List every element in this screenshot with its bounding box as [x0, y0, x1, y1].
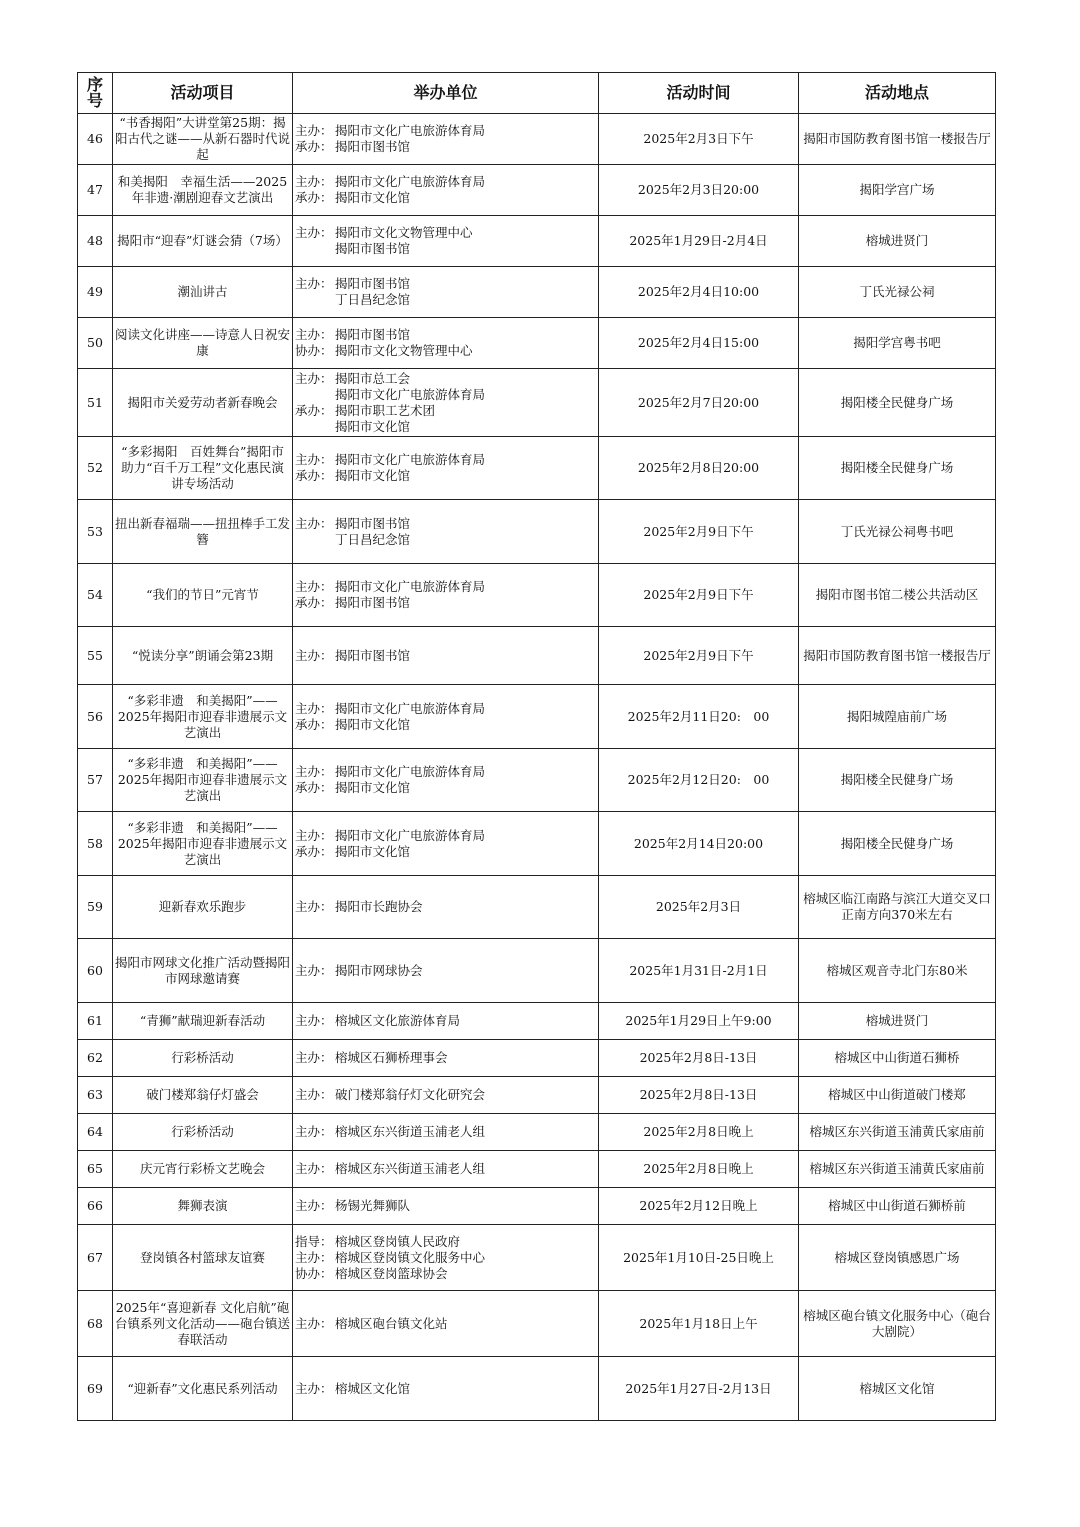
row-number: 54 — [78, 564, 113, 627]
row-number: 47 — [78, 165, 113, 216]
row-number: 63 — [78, 1077, 113, 1114]
activity-time: 2025年1月27日-2月13日 — [599, 1357, 799, 1421]
activity-name: “多彩揭阳 百姓舞台”揭阳市助力“百千万工程”文化惠民演讲专场活动 — [113, 437, 293, 500]
activity-name: 行彩桥活动 — [113, 1114, 293, 1151]
activity-time: 2025年1月31日-2月1日 — [599, 939, 799, 1003]
organizer-role: 主办： — [295, 899, 333, 914]
table-row — [78, 318, 996, 369]
activity-time: 2025年2月4日15:00 — [599, 318, 799, 369]
activity-name: “悦读分享”朗诵会第23期 — [113, 627, 293, 685]
organizer-role: 主办： — [295, 174, 333, 189]
activity-place: 揭阳城隍庙前广场 — [799, 685, 996, 749]
activity-place: 榕城区中山街道破门楼郑 — [799, 1077, 996, 1114]
row-number: 62 — [78, 1040, 113, 1077]
table-row — [78, 812, 996, 876]
activity-place: 丁氏光禄公祠粤书吧 — [799, 500, 996, 564]
organizer-role: 主办： — [295, 123, 333, 138]
activity-name: 2025年“喜迎新春 文化启航”砲台镇系列文化活动——砲台镇送春联活动 — [113, 1291, 293, 1357]
activity-place: 榕城区东兴街道玉浦黄氏家庙前 — [799, 1114, 996, 1151]
organizer-name: 揭阳市文化广电旅游体育局 — [335, 827, 486, 843]
table-row — [78, 749, 996, 812]
organizer-cell — [293, 1291, 599, 1357]
header-row — [78, 73, 996, 114]
organizer-line — [295, 844, 596, 860]
activity-time: 2025年2月3日下午 — [599, 114, 799, 165]
organizer-name: 揭阳市文化文物管理中心 — [335, 225, 473, 240]
organizer-role: 协办： — [295, 1265, 333, 1281]
organizer-line — [295, 276, 596, 292]
organizer-name: 榕城区文化馆 — [335, 1380, 411, 1396]
activity-time: 2025年1月10日-25日晚上 — [599, 1225, 799, 1291]
organizer-line — [295, 343, 596, 359]
organizer-name: 榕城区登岗篮球协会 — [335, 1265, 448, 1281]
organizer-cell — [293, 1357, 599, 1421]
organizer-role: 协办： — [295, 343, 333, 358]
organizer-line — [295, 1381, 596, 1397]
table-row — [78, 876, 996, 939]
activity-time: 2025年2月8日晚上 — [599, 1151, 799, 1188]
organizer-role: 主办： — [295, 1013, 333, 1028]
organizer-line — [295, 780, 596, 796]
organizer-name: 揭阳市图书馆 — [335, 139, 411, 154]
organizer-line — [295, 1013, 596, 1029]
activity-name: 揭阳市关爱劳动者新春晚会 — [113, 369, 293, 437]
activity-time: 2025年1月18日上午 — [599, 1291, 799, 1357]
table-row — [78, 267, 996, 318]
organizer-line — [295, 1250, 596, 1266]
organizer-name: 揭阳市文化广电旅游体育局 — [335, 579, 486, 594]
organizer-cell — [293, 749, 599, 812]
table-row — [78, 437, 996, 500]
row-number: 61 — [78, 1003, 113, 1040]
organizer-name: 揭阳市文化文物管理中心 — [335, 343, 473, 358]
table-row — [78, 216, 996, 267]
organizer-role: 承办： — [295, 780, 333, 795]
organizer-role: 主办： — [295, 764, 333, 779]
row-number: 60 — [78, 939, 113, 1003]
activity-name: “迎新春”文化惠民系列活动 — [113, 1357, 293, 1421]
activity-place: 榕城区登岗镇感恩广场 — [799, 1225, 996, 1291]
activity-place: 揭阳楼全民健身广场 — [799, 437, 996, 500]
activity-time: 2025年2月3日 — [599, 876, 799, 939]
organizer-cell — [293, 267, 599, 318]
organizer-cell — [293, 564, 599, 627]
table-row — [78, 500, 996, 564]
activity-time: 2025年2月8日-13日 — [599, 1077, 799, 1114]
organizer-role: 主办： — [295, 700, 333, 716]
activity-name: 揭阳市网球文化推广活动暨揭阳市网球邀请赛 — [113, 939, 293, 1003]
organizer-cell — [293, 114, 599, 165]
row-number: 53 — [78, 500, 113, 564]
organizer-name: 揭阳市文化广电旅游体育局 — [335, 764, 486, 779]
activity-time: 2025年2月12日20: 00 — [599, 749, 799, 812]
organizer-cell — [293, 939, 599, 1003]
organizer-name: 榕城区东兴街道玉浦老人组 — [335, 1161, 486, 1176]
activity-place: 揭阳市国防教育图书馆一楼报告厅 — [799, 627, 996, 685]
organizer-cell — [293, 1114, 599, 1151]
organizer-role: 承办： — [295, 595, 333, 610]
activity-place: 榕城区文化馆 — [799, 1357, 996, 1421]
activity-place: 榕城区观音寺北门东80米 — [799, 939, 996, 1003]
activity-time: 2025年2月8日-13日 — [599, 1040, 799, 1077]
activity-place: 揭阳市图书馆二楼公共活动区 — [799, 564, 996, 627]
organizer-line — [295, 225, 596, 241]
organizer-line — [295, 532, 596, 548]
organizer-role — [295, 292, 335, 308]
activity-place: 榕城区中山街道石狮桥前 — [799, 1188, 996, 1225]
organizer-name: 揭阳市图书馆 — [335, 647, 411, 663]
organizer-name: 揭阳市图书馆 — [335, 327, 411, 342]
row-number: 68 — [78, 1291, 113, 1357]
organizer-cell — [293, 1077, 599, 1114]
organizer-line — [295, 595, 596, 611]
organizer-line — [295, 1266, 596, 1282]
organizer-name: 榕城区文化旅游体育局 — [335, 1013, 461, 1028]
organizer-name: 揭阳市文化馆 — [335, 418, 411, 434]
activity-name: 行彩桥活动 — [113, 1040, 293, 1077]
organizer-name: 揭阳市图书馆 — [335, 241, 411, 256]
organizer-line — [295, 764, 596, 780]
organizer-line — [295, 174, 596, 190]
organizer-role: 主办： — [295, 1198, 333, 1213]
organizer-line — [295, 579, 596, 595]
activity-table — [77, 72, 996, 1421]
organizer-role: 主办： — [295, 579, 333, 594]
organizer-name: 榕城区登岗镇文化服务中心 — [335, 1249, 486, 1265]
organizer-role — [295, 241, 335, 257]
organizer-role: 主办： — [295, 452, 333, 467]
organizer-role: 主办： — [295, 1050, 333, 1065]
organizer-line — [295, 1124, 596, 1140]
organizer-role: 主办： — [295, 1380, 333, 1396]
row-number: 56 — [78, 685, 113, 749]
organizer-cell — [293, 1151, 599, 1188]
organizer-line — [295, 828, 596, 844]
table-row — [78, 1357, 996, 1421]
activity-time: 2025年2月7日20:00 — [599, 369, 799, 437]
table-body — [78, 114, 996, 1421]
organizer-role: 承办： — [295, 190, 333, 205]
activity-name: 迎新春欢乐跑步 — [113, 876, 293, 939]
organizer-name: 揭阳市文化馆 — [335, 780, 411, 795]
activity-time: 2025年2月11日20: 00 — [599, 685, 799, 749]
table-row — [78, 939, 996, 1003]
organizer-name: 揭阳市文化馆 — [335, 190, 411, 205]
activity-name: 潮汕讲古 — [113, 267, 293, 318]
organizer-role — [295, 419, 335, 435]
row-number: 64 — [78, 1114, 113, 1151]
organizer-role: 主办： — [295, 1124, 333, 1139]
organizer-line — [295, 648, 596, 664]
activity-name: 登岗镇各村篮球友谊赛 — [113, 1225, 293, 1291]
table-row — [78, 1291, 996, 1357]
organizer-name: 揭阳市文化广电旅游体育局 — [335, 174, 486, 189]
table-row — [78, 1151, 996, 1188]
organizer-role: 主办： — [295, 515, 333, 531]
row-number: 46 — [78, 114, 113, 165]
activity-name: 庆元宵行彩桥文艺晚会 — [113, 1151, 293, 1188]
organizer-name: 揭阳市职工艺术团 — [335, 402, 436, 418]
header-place: 活动地点 — [799, 73, 996, 114]
row-number: 51 — [78, 369, 113, 437]
organizer-role — [295, 532, 335, 548]
organizer-line — [295, 1050, 596, 1066]
table-row — [78, 564, 996, 627]
row-number: 67 — [78, 1225, 113, 1291]
activity-place: 揭阳楼全民健身广场 — [799, 812, 996, 876]
organizer-role: 承办： — [295, 843, 333, 859]
organizer-cell — [293, 318, 599, 369]
organizer-role: 主办： — [295, 1315, 333, 1331]
table-row — [78, 1003, 996, 1040]
activity-time: 2025年2月3日20:00 — [599, 165, 799, 216]
organizer-role: 主办： — [295, 647, 333, 663]
table-row — [78, 1114, 996, 1151]
activity-place: 榕城进贤门 — [799, 1003, 996, 1040]
organizer-cell — [293, 1040, 599, 1077]
activity-time: 2025年2月12日晚上 — [599, 1188, 799, 1225]
row-number: 52 — [78, 437, 113, 500]
activity-place: 揭阳学宫粤书吧 — [799, 318, 996, 369]
activity-place: 榕城区中山街道石狮桥 — [799, 1040, 996, 1077]
organizer-line — [295, 241, 596, 257]
organizer-name: 揭阳市文化广电旅游体育局 — [335, 452, 486, 467]
activity-place: 揭阳市国防教育图书馆一楼报告厅 — [799, 114, 996, 165]
organizer-line — [295, 123, 596, 139]
table-row — [78, 627, 996, 685]
organizer-name: 揭阳市图书馆 — [335, 595, 411, 610]
organizer-line — [295, 1198, 596, 1214]
activity-time: 2025年2月9日下午 — [599, 627, 799, 685]
table-row — [78, 369, 996, 437]
activity-name: 阅读文化讲座——诗意人日祝安康 — [113, 318, 293, 369]
activity-time: 2025年2月8日晚上 — [599, 1114, 799, 1151]
organizer-name: 揭阳市文化广电旅游体育局 — [335, 386, 486, 402]
organizer-line — [295, 701, 596, 717]
activity-place: 揭阳楼全民健身广场 — [799, 749, 996, 812]
organizer-cell — [293, 500, 599, 564]
activity-name: 破门楼郑翁仔灯盛会 — [113, 1077, 293, 1114]
row-number: 50 — [78, 318, 113, 369]
activity-name: 扭出新春福瑞——扭扭棒手工发簪 — [113, 500, 293, 564]
organizer-cell — [293, 627, 599, 685]
organizer-name: 杨锡光舞狮队 — [335, 1198, 411, 1213]
row-number: 49 — [78, 267, 113, 318]
table-row — [78, 1040, 996, 1077]
organizer-name: 榕城区登岗镇人民政府 — [335, 1233, 461, 1249]
organizer-line — [295, 717, 596, 733]
organizer-line — [295, 1316, 596, 1332]
organizer-role: 主办： — [295, 827, 333, 843]
table-row — [78, 165, 996, 216]
organizer-line — [295, 419, 596, 435]
organizer-name: 揭阳市文化广电旅游体育局 — [335, 700, 486, 716]
organizer-name: 揭阳市图书馆 — [335, 515, 411, 531]
header-organizer: 举办单位 — [293, 73, 599, 114]
organizer-line — [295, 387, 596, 403]
organizer-role: 主办： — [295, 370, 333, 386]
organizer-line — [295, 516, 596, 532]
activity-place: 榕城进贤门 — [799, 216, 996, 267]
organizer-name: 榕城区东兴街道玉浦老人组 — [335, 1124, 486, 1139]
organizer-cell — [293, 369, 599, 437]
row-number: 65 — [78, 1151, 113, 1188]
organizer-name: 破门楼郑翁仔灯文化研究会 — [335, 1087, 486, 1102]
organizer-cell — [293, 216, 599, 267]
organizer-role: 指导： — [295, 1233, 333, 1249]
organizer-role: 主办： — [295, 1161, 333, 1176]
organizer-name: 揭阳市文化广电旅游体育局 — [335, 123, 486, 138]
activity-time: 2025年2月8日20:00 — [599, 437, 799, 500]
activity-name: “多彩非遗 和美揭阳”——2025年揭阳市迎春非遗展示文艺演出 — [113, 812, 293, 876]
activity-name: “我们的节日”元宵节 — [113, 564, 293, 627]
organizer-cell — [293, 1225, 599, 1291]
organizer-name: 榕城区砲台镇文化站 — [335, 1315, 448, 1331]
row-number: 59 — [78, 876, 113, 939]
header-activity: 活动项目 — [113, 73, 293, 114]
activity-time: 2025年2月14日20:00 — [599, 812, 799, 876]
organizer-role: 主办： — [295, 1087, 333, 1102]
activity-time: 2025年2月9日下午 — [599, 564, 799, 627]
organizer-role — [295, 387, 335, 403]
organizer-cell — [293, 1003, 599, 1040]
activity-place: 揭阳楼全民健身广场 — [799, 369, 996, 437]
header-time: 活动时间 — [599, 73, 799, 114]
organizer-cell — [293, 876, 599, 939]
organizer-name: 揭阳市文化馆 — [335, 468, 411, 483]
organizer-line — [295, 899, 596, 915]
activity-name: 和美揭阳 幸福生活——2025年非遗·潮剧迎春文艺演出 — [113, 165, 293, 216]
activity-name: “多彩非遗 和美揭阳”——2025年揭阳市迎春非遗展示文艺演出 — [113, 749, 293, 812]
organizer-cell — [293, 165, 599, 216]
organizer-role: 承办： — [295, 716, 333, 732]
organizer-name: 揭阳市文化馆 — [335, 716, 411, 732]
activity-name: “青狮”献瑞迎新春活动 — [113, 1003, 293, 1040]
activity-name: “书香揭阳”大讲堂第25期：揭阳古代之谜——从新石器时代说起 — [113, 114, 293, 165]
activity-time: 2025年2月4日10:00 — [599, 267, 799, 318]
table-row — [78, 685, 996, 749]
activity-name: 舞狮表演 — [113, 1188, 293, 1225]
table-row — [78, 1077, 996, 1114]
row-number: 58 — [78, 812, 113, 876]
activity-place: 揭阳学宫广场 — [799, 165, 996, 216]
organizer-role: 主办： — [295, 276, 333, 291]
organizer-name: 揭阳市网球协会 — [335, 962, 423, 978]
row-number: 66 — [78, 1188, 113, 1225]
activity-name: “多彩非遗 和美揭阳”——2025年揭阳市迎春非遗展示文艺演出 — [113, 685, 293, 749]
organizer-line — [295, 190, 596, 206]
organizer-name: 丁日昌纪念馆 — [335, 292, 411, 307]
organizer-line — [295, 1234, 596, 1250]
table-row — [78, 114, 996, 165]
organizer-cell — [293, 437, 599, 500]
organizer-line — [295, 1161, 596, 1177]
organizer-name: 揭阳市总工会 — [335, 370, 411, 386]
organizer-role: 主办： — [295, 327, 333, 342]
organizer-line — [295, 292, 596, 308]
organizer-role: 主办： — [295, 225, 333, 240]
organizer-name: 丁日昌纪念馆 — [335, 531, 411, 547]
organizer-role: 承办： — [295, 139, 333, 154]
table-row — [78, 1188, 996, 1225]
organizer-name: 揭阳市图书馆 — [335, 276, 411, 291]
organizer-name: 榕城区石狮桥理事会 — [335, 1050, 448, 1065]
activity-place: 丁氏光禄公祠 — [799, 267, 996, 318]
organizer-line — [295, 1087, 596, 1103]
activity-place: 榕城区临江南路与滨江大道交叉口正南方向370米左右 — [799, 876, 996, 939]
table-row — [78, 1225, 996, 1291]
organizer-cell — [293, 685, 599, 749]
organizer-line — [295, 371, 596, 387]
organizer-cell — [293, 1188, 599, 1225]
organizer-line — [295, 139, 596, 155]
organizer-line — [295, 403, 596, 419]
organizer-name: 揭阳市文化馆 — [335, 843, 411, 859]
activity-time: 2025年2月9日下午 — [599, 500, 799, 564]
organizer-role: 承办： — [295, 402, 333, 418]
activity-name: 揭阳市“迎春”灯谜会猜（7场） — [113, 216, 293, 267]
organizer-cell — [293, 812, 599, 876]
organizer-line — [295, 963, 596, 979]
activity-time: 2025年1月29日上午9:00 — [599, 1003, 799, 1040]
row-number: 55 — [78, 627, 113, 685]
activity-time: 2025年1月29日-2月4日 — [599, 216, 799, 267]
organizer-line — [295, 327, 596, 343]
organizer-line — [295, 452, 596, 468]
row-number: 57 — [78, 749, 113, 812]
organizer-role: 承办： — [295, 468, 333, 483]
row-number: 69 — [78, 1357, 113, 1421]
organizer-role: 主办： — [295, 1249, 333, 1265]
activity-place: 榕城区砲台镇文化服务中心（砲台大剧院） — [799, 1291, 996, 1357]
header-num: 序号 — [78, 73, 113, 114]
organizer-name: 揭阳市长跑协会 — [335, 899, 423, 914]
row-number: 48 — [78, 216, 113, 267]
organizer-line — [295, 468, 596, 484]
activity-place: 榕城区东兴街道玉浦黄氏家庙前 — [799, 1151, 996, 1188]
organizer-role: 主办： — [295, 962, 333, 978]
